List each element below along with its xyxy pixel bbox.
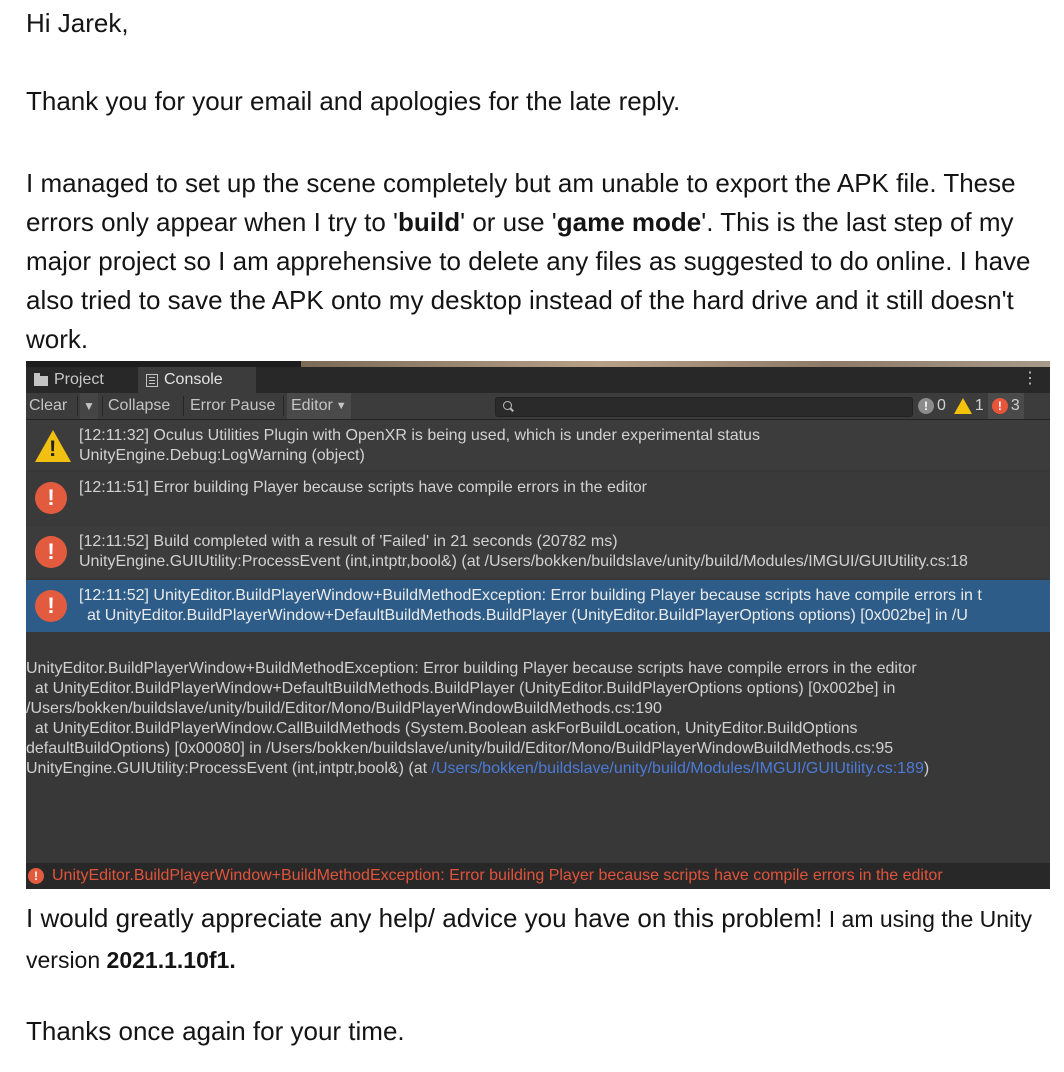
log-stack-line: UnityEngine.Debug:LogWarning (object): [79, 447, 365, 464]
log-message: [12:11:51] Error building Player because scripts have compile errors in the editor: [79, 479, 647, 496]
toolbar-divider: [183, 396, 184, 416]
tab-project[interactable]: [32, 367, 136, 393]
log-count-toggles: [914, 393, 1024, 419]
email-body-part1: I managed to set up the scene completely but am unable to export the APK file. These errors only appear when I try to ': [26, 168, 1016, 237]
error-icon: !: [28, 868, 44, 884]
email-body-part2: ' or use ': [460, 207, 557, 237]
detail-text: UnityEngine.GUIUtility:ProcessEvent (int,intptr,bool&) (at: [26, 760, 432, 777]
log-entry-selected[interactable]: [26, 580, 1050, 632]
toolbar-divider: [102, 396, 103, 416]
detail-line: at UnityEditor.BuildPlayerWindow+DefaultBuildMethods.BuildPlayer (UnityEditor.BuildPlayerOptions options) [0x002be] in: [26, 680, 896, 697]
editor-dropdown-label: Editor: [291, 397, 333, 414]
email-help-text: I would greatly appreciate any help/ advice you have on this problem!: [26, 903, 823, 933]
log-stack-line: UnityEngine.GUIUtility:ProcessEvent (int,intptr,bool&) (at /Users/bokken/buildslave/unity/build/Modules/IMGUI/GUIUtility.cs:18: [79, 553, 968, 570]
unity-console-panel: [26, 361, 1050, 889]
detail-text: ): [923, 760, 930, 777]
tab-project-label: Project: [54, 371, 104, 388]
warning-icon: [954, 398, 972, 414]
warning-count: 1: [974, 397, 984, 414]
editor-dropdown[interactable]: [287, 393, 351, 419]
error-icon: !: [35, 536, 67, 568]
log-message: [12:11:52] Build completed with a result of 'Failed' in 21 seconds (20782 ms): [79, 533, 618, 550]
error-count: 3: [1010, 397, 1020, 414]
error-icon: !: [992, 398, 1008, 414]
email-main-paragraph: [26, 164, 1051, 359]
detail-line: defaultBuildOptions) [0x00080] in /Users/bokken/buildslave/unity/build/Editor/Mono/BuildPlayerWindowBuildMethods.cs:95: [26, 740, 894, 757]
email-build-word: build: [398, 207, 461, 237]
info-count-toggle[interactable]: [914, 393, 950, 419]
info-count: 0: [937, 397, 946, 414]
detail-line: UnityEditor.BuildPlayerWindow+BuildMethodException: Error building Player because scripts have compile errors in the editor: [26, 660, 917, 677]
clear-button[interactable]: Clear: [29, 397, 68, 414]
error-icon: !: [35, 482, 67, 514]
search-icon: [503, 401, 512, 410]
email-body-part3: '. This is the last step of my major project so I am apprehensive to delete any files as suggested to do online. I have also tried to save the APK onto my desktop instead of the hard drive and it still doesn't work.: [26, 207, 1031, 354]
collapse-toggle[interactable]: Collapse: [108, 397, 171, 414]
error-pause-toggle[interactable]: Error Pause: [190, 397, 276, 414]
log-stack-line: at UnityEditor.BuildPlayerWindow+DefaultBuildMethods.BuildPlayer (UnityEditor.BuildPlayerOptions options) [0x002be] in /U: [87, 607, 968, 624]
email-version-text: I am using the Unity version: [26, 906, 1033, 973]
kebab-menu-icon[interactable]: ⋮: [1022, 370, 1038, 387]
tab-console[interactable]: [138, 367, 256, 393]
detail-line: [26, 759, 1050, 779]
search-input[interactable]: [495, 397, 913, 417]
log-entry[interactable]: [26, 420, 1050, 470]
console-icon: [146, 374, 158, 387]
error-icon: !: [35, 590, 67, 622]
clear-options-dropdown[interactable]: [80, 393, 98, 419]
console-toolbar: [26, 393, 1050, 420]
toolbar-divider: [77, 396, 78, 416]
log-message: [12:11:32] Oculus Utilities Plugin with OpenXR is being used, which is under experimental status: [79, 427, 760, 444]
detail-line: /Users/bokken/buildslave/unity/build/Editor/Mono/BuildPlayerWindowBuildMethods.cs:190: [26, 700, 662, 717]
tab-console-label: Console: [164, 371, 223, 388]
log-detail-pane: [26, 659, 1050, 779]
info-icon: !: [918, 398, 934, 414]
email-thanks-line: Thank you for your email and apologies for the late reply.: [26, 86, 681, 116]
email-closing: Thanks once again for your time.: [26, 1016, 405, 1046]
email-game-mode-word: game mode: [556, 207, 702, 237]
email-version-number: 2021.1.10f1.: [106, 947, 236, 973]
log-entry[interactable]: [26, 472, 1050, 524]
detail-line: at UnityEditor.BuildPlayerWindow.CallBuildMethods (System.Boolean askForBuildLocation, UnityEditor.BuildOptions: [26, 720, 858, 737]
status-message: UnityEditor.BuildPlayerWindow+BuildMethodException: Error building Player because scripts have compile errors in the editor: [52, 867, 943, 884]
status-bar[interactable]: [26, 863, 1050, 889]
tab-bar: [26, 367, 1050, 393]
email-help-paragraph: [26, 898, 1051, 980]
email-greeting: Hi Jarek,: [26, 8, 129, 38]
log-message: [12:11:52] UnityEditor.BuildPlayerWindow+BuildMethodException: Error building Player because scripts have compile errors in t: [79, 587, 982, 604]
log-entry[interactable]: [26, 526, 1050, 578]
toolbar-divider: [283, 396, 284, 416]
source-file-link[interactable]: /Users/bokken/buildslave/unity/build/Modules/IMGUI/GUIUtility.cs:189: [431, 760, 924, 777]
warning-count-toggle[interactable]: [950, 393, 988, 419]
chevron-down-icon: ▼: [335, 400, 347, 412]
warning-icon: !: [35, 430, 71, 462]
chevron-down-icon: ▼: [83, 399, 95, 413]
folder-icon: [34, 376, 48, 386]
error-count-toggle[interactable]: [988, 393, 1024, 419]
